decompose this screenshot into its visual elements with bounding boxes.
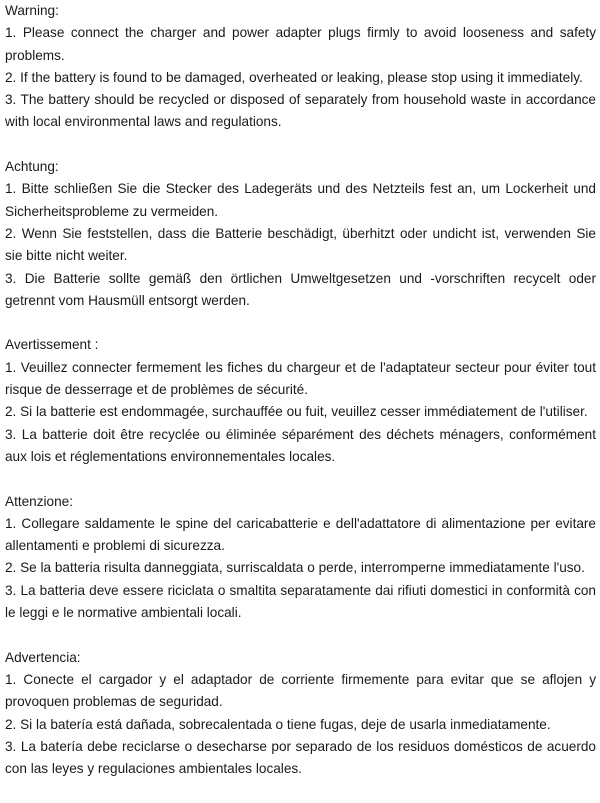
section-heading: Achtung: (5, 159, 59, 175)
warning-section-italian (5, 491, 596, 625)
warning-section-french (5, 334, 596, 468)
warning-item: 2. If the battery is found to be damaged, overheated or leaking, please stop using it immediately. (5, 69, 583, 85)
warning-item: 2. Se la batteria risulta danneggiata, surriscaldata o perde, interromperne immediatamente l'uso. (5, 560, 585, 576)
warning-section-english (5, 0, 596, 134)
warning-item: 2. Si la batería está dañada, sobrecalentada o tiene fugas, deje de usarla inmediatamente. (5, 716, 551, 732)
warning-item: 1. Collegare saldamente le spine del caricabatterie e dell'adattatore di alimentazione per evitare allentamenti e problemi di sicurezza. (5, 515, 596, 554)
safety-warnings-document (5, 0, 596, 803)
warning-item: 1. Please connect the charger and power adapter plugs firmly to avoid looseness and safety problems. (5, 25, 596, 63)
warning-item: 1. Conecte el cargador y el adaptador de corriente firmemente para evitar que se aflojen y provoquen problemas de seguridad. (5, 671, 596, 710)
warning-item: 2. Wenn Sie feststellen, dass die Batterie beschädigt, überhitzt oder undicht ist, verwenden Sie sie bitte nicht weiter. (5, 225, 596, 264)
section-heading: Warning: (5, 3, 59, 18)
warning-section-german (5, 156, 596, 312)
warning-section-spanish (5, 647, 596, 781)
warning-item: 1. Veuillez connecter fermement les fiches du chargeur et de l'adaptateur secteur pour éviter tout risque de desserrage et de problèmes de sécurité. (5, 359, 596, 398)
warning-item: 3. The battery should be recycled or disposed of separately from household waste in accordance with local environmental laws and regulations. (5, 92, 596, 130)
warning-item: 2. Si la batterie est endommagée, surchauffée ou fuit, veuillez cesser immédiatement de l'utiliser. (5, 404, 588, 420)
section-heading: Advertencia: (5, 649, 81, 665)
warning-item: 3. La batteria deve essere riciclata o smaltita separatamente dai rifiuti domestici in conformità con le leggi e le normative ambientali locali. (5, 582, 596, 621)
section-heading: Attenzione: (5, 493, 74, 509)
warning-item: 3. La batería debe reciclarse o desecharse por separado de los residuos domésticos de acuerdo con las leyes y regulaciones ambientales locales. (5, 738, 596, 777)
warning-item: 1. Bitte schließen Sie die Stecker des Ladegeräts und des Netzteils fest an, um Lockerheit und Sicherheitsprobleme zu vermeiden. (5, 181, 596, 219)
warning-item: 3. Die Batterie sollte gemäß den örtlichen Umweltgesetzen und -vorschriften recycelt oder getrennt vom Hausmüll entsorgt werden. (5, 270, 596, 308)
warning-item: 3. La batterie doit être recyclée ou éliminée séparément des déchets ménagers, conformément aux lois et réglementations environnementales locales. (5, 426, 596, 464)
section-heading: Avertissement : (5, 337, 99, 353)
